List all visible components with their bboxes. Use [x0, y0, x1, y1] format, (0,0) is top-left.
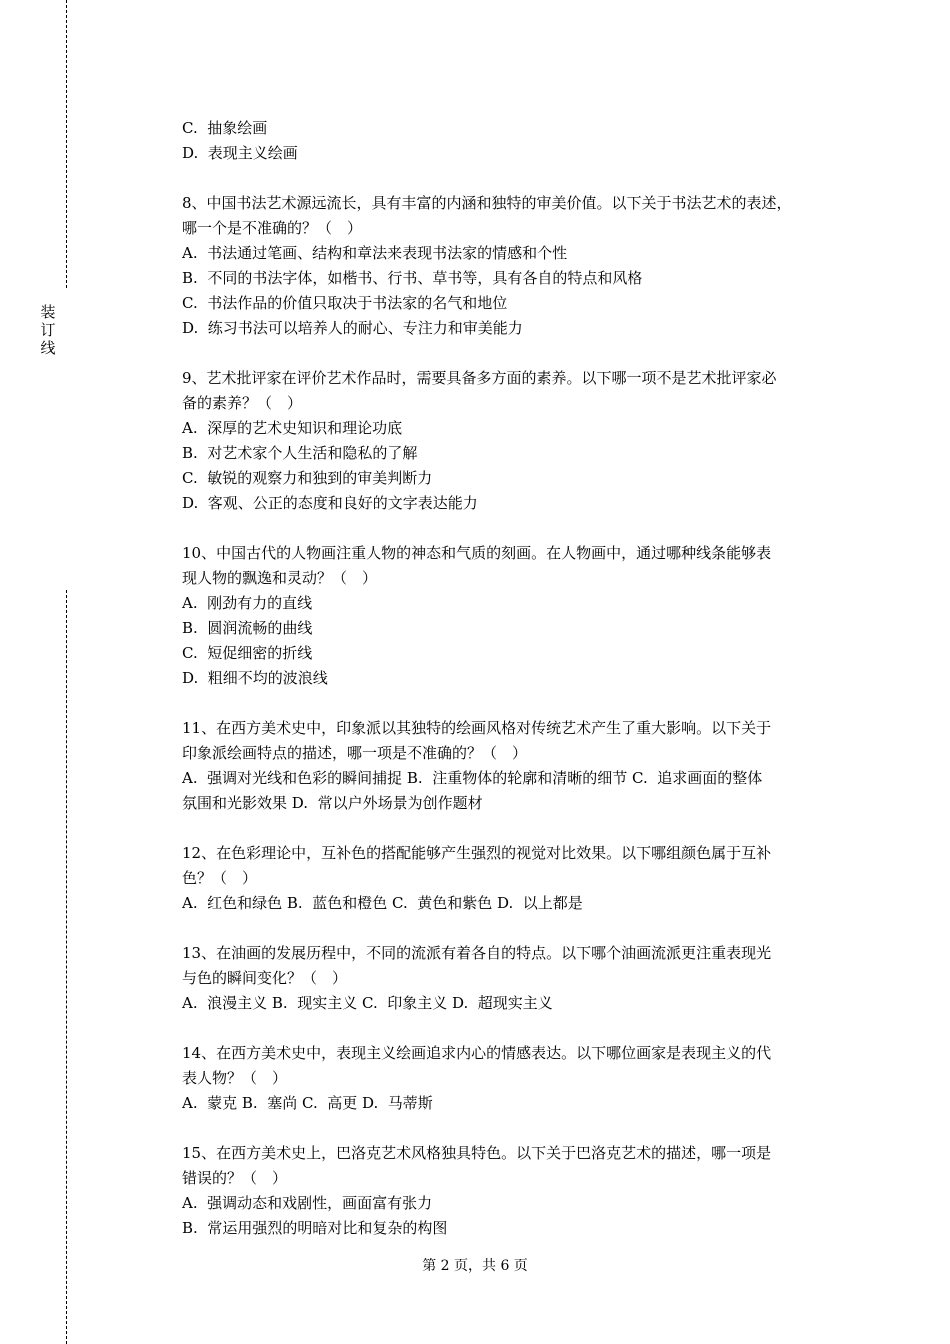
option-line: A. 强调对光线和色彩的瞬间捕捉 B. 注重物体的轮廓和清晰的细节 C. 追求画面的整体 [182, 769, 763, 787]
option: A. 刚劲有力的直线 [182, 594, 313, 612]
option: D. 粗细不均的波浪线 [182, 669, 328, 687]
option: B. 常运用强烈的明暗对比和复杂的构图 [182, 1219, 448, 1237]
question-stem: 15、在西方美术史上，巴洛克艺术风格独具特色。以下关于巴洛克艺术的描述，哪一项是 [182, 1144, 772, 1162]
question-stem: 表人物？（ ） [182, 1069, 288, 1087]
question-12 [182, 841, 842, 916]
option: A. 深厚的艺术史知识和理论功底 [182, 419, 403, 437]
question-stem: 8、中国书法艺术源远流长，具有丰富的内涵和独特的审美价值。以下关于书法艺术的表述， [182, 194, 792, 212]
question-stem: 11、在西方美术史中，印象派以其独特的绘画风格对传统艺术产生了重大影响。以下关于 [182, 719, 772, 737]
carryover-options [182, 116, 842, 166]
question-stem: 12、在色彩理论中，互补色的搭配能够产生强烈的视觉对比效果。以下哪组颜色属于互补 [182, 844, 772, 862]
option: C. 书法作品的价值只取决于书法家的名气和地位 [182, 294, 508, 312]
question-stem: 与色的瞬间变化？（ ） [182, 969, 348, 987]
option-line: 氛围和光影效果 D. 常以户外场景为创作题材 [182, 794, 483, 812]
binding-label-char: 装 [40, 303, 56, 321]
option: A. 书法通过笔画、结构和章法来表现书法家的情感和个性 [182, 244, 568, 262]
option: D. 练习书法可以培养人的耐心、专注力和审美能力 [182, 319, 523, 337]
question-stem: 现人物的飘逸和灵动？（ ） [182, 569, 378, 587]
option: C. 敏锐的观察力和独到的审美判断力 [182, 469, 433, 487]
question-stem: 哪一个是不准确的？（ ） [182, 219, 363, 237]
option-line: A. 蒙克 B. 塞尚 C. 高更 D. 马蒂斯 [182, 1094, 433, 1112]
question-stem: 备的素养？（ ） [182, 394, 303, 412]
question-8 [182, 191, 842, 341]
binding-dashed-line-top [66, 0, 67, 288]
binding-dashed-line-bottom [66, 590, 67, 1344]
question-10 [182, 541, 842, 691]
binding-line-label [38, 303, 58, 357]
option: C. 短促细密的折线 [182, 644, 313, 662]
question-11 [182, 716, 842, 816]
question-15 [182, 1141, 842, 1241]
question-13 [182, 941, 842, 1016]
question-stem: 错误的？（ ） [182, 1169, 288, 1187]
question-stem: 10、中国古代的人物画注重人物的神态和气质的刻画。在人物画中，通过哪种线条能够表 [182, 544, 772, 562]
binding-label-char: 线 [40, 339, 56, 357]
option: B. 圆润流畅的曲线 [182, 619, 313, 637]
question-stem: 14、在西方美术史中，表现主义绘画追求内心的情感表达。以下哪位画家是表现主义的代 [182, 1044, 772, 1062]
option: B. 不同的书法字体，如楷书、行书、草书等，具有各自的特点和风格 [182, 269, 643, 287]
option-line: A. 红色和绿色 B. 蓝色和橙色 C. 黄色和紫色 D. 以上都是 [182, 894, 583, 912]
question-stem: 色？（ ） [182, 869, 258, 887]
option: C. 抽象绘画 [182, 119, 268, 137]
option: B. 对艺术家个人生活和隐私的了解 [182, 444, 418, 462]
question-14 [182, 1041, 842, 1116]
option: D. 表现主义绘画 [182, 144, 298, 162]
question-content [182, 116, 842, 1266]
option: A. 强调动态和戏剧性，画面富有张力 [182, 1194, 433, 1212]
page-number: 第 2 页，共 6 页 [422, 1258, 528, 1274]
option: D. 客观、公正的态度和良好的文字表达能力 [182, 494, 478, 512]
question-stem: 印象派绘画特点的描述，哪一项是不准确的？（ ） [182, 744, 528, 762]
question-stem: 9、艺术批评家在评价艺术作品时，需要具备多方面的素养。以下哪一项不是艺术批评家必 [182, 369, 777, 387]
binding-label-char: 订 [40, 321, 56, 339]
question-stem: 13、在油画的发展历程中，不同的流派有着各自的特点。以下哪个油画流派更注重表现光 [182, 944, 772, 962]
question-9 [182, 366, 842, 516]
option-line: A. 浪漫主义 B. 现实主义 C. 印象主义 D. 超现实主义 [182, 994, 553, 1012]
